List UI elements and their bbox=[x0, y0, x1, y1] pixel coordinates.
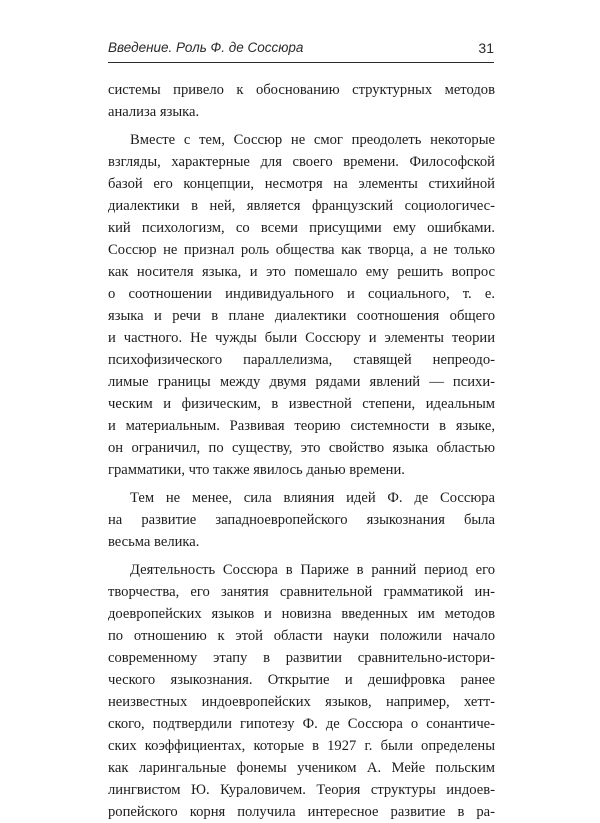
running-header bbox=[108, 38, 494, 63]
text-line: диалектики в ней, является французский социологичес- bbox=[108, 198, 495, 214]
text-line: о соотношении индивидуального и социального, т. е. bbox=[108, 286, 495, 302]
text-line: кий психологизм, со всеми присущими ему ошибками. bbox=[108, 220, 495, 236]
text-line: доевропейских языков и новизна введенных им методов bbox=[108, 606, 495, 622]
paragraph bbox=[108, 129, 495, 481]
text-line: ского, подтвердили гипотезу Ф. де Соссюра о сонантиче- bbox=[108, 716, 495, 732]
text-line: как носителя языка, и это помешало ему решить вопрос bbox=[108, 264, 495, 280]
text-line: и материальным. Развивая теорию системности в языке, bbox=[108, 418, 495, 434]
text-line: грамматики, что также явилось данью времени. bbox=[108, 462, 405, 478]
text-line: взгляды, характерные для своего времени. Философской bbox=[108, 154, 495, 170]
paragraph bbox=[108, 559, 495, 823]
text-line: ропейского корня получила интересное развитие в ра- bbox=[108, 804, 495, 820]
text-line: весьма велика. bbox=[108, 534, 200, 550]
paragraph bbox=[108, 487, 495, 553]
text-line: ских коэффициентах, которые в 1927 г. были определены bbox=[108, 738, 495, 754]
text-line: он ограничил, по существу, это свойство языка областью bbox=[108, 440, 495, 456]
text-line: анализа языка. bbox=[108, 104, 200, 120]
text-line: на развитие западноевропейского языкознания была bbox=[108, 512, 495, 528]
text-line: системы привело к обоснованию структурных методов bbox=[108, 82, 495, 98]
text-line: Вместе с тем, Соссюр не смог преодолеть некоторые bbox=[130, 132, 495, 148]
body-text bbox=[108, 79, 495, 823]
text-line: Деятельность Соссюра в Париже в ранний период его bbox=[130, 562, 495, 578]
page-number: 31 bbox=[478, 40, 494, 56]
chapter-title: Введение. Роль Ф. де Соссюра bbox=[108, 40, 304, 55]
text-line: современному этапу в развитии сравнительно-истори- bbox=[108, 650, 495, 666]
text-line: и частного. Не чужды были Соссюру и элементы теории bbox=[108, 330, 495, 346]
text-line: Соссюр не признал роль общества как творца, а не только bbox=[108, 242, 495, 258]
text-line: творчества, его занятия сравнительной грамматикой ин- bbox=[108, 584, 495, 600]
text-line: по отношению к этой области науки положили начало bbox=[108, 628, 495, 644]
text-line: Тем не менее, сила влияния идей Ф. де Соссюра bbox=[130, 490, 495, 506]
text-line: ческого языкознания. Открытие и дешифровка ранее bbox=[108, 672, 495, 688]
text-line: ческим и физическим, в известной степени, идеальным bbox=[108, 396, 495, 412]
text-line: базой его концепции, несмотря на элементы стихийной bbox=[108, 176, 495, 192]
text-line: лимые границы между двумя рядами явлений — психи- bbox=[108, 374, 495, 390]
text-line: языка и речи в плане диалектики соотношения общего bbox=[108, 308, 495, 324]
text-line: неизвестных индоевропейских языков, например, хетт- bbox=[108, 694, 495, 710]
text-line: как ларингальные фонемы учеником А. Мейе польским bbox=[108, 760, 495, 776]
text-line: лингвистом Ю. Кураловичем. Теория структуры индоев- bbox=[108, 782, 495, 798]
paragraph bbox=[108, 79, 495, 123]
text-line: психофизического параллелизма, ставящей непреодо- bbox=[108, 352, 495, 368]
